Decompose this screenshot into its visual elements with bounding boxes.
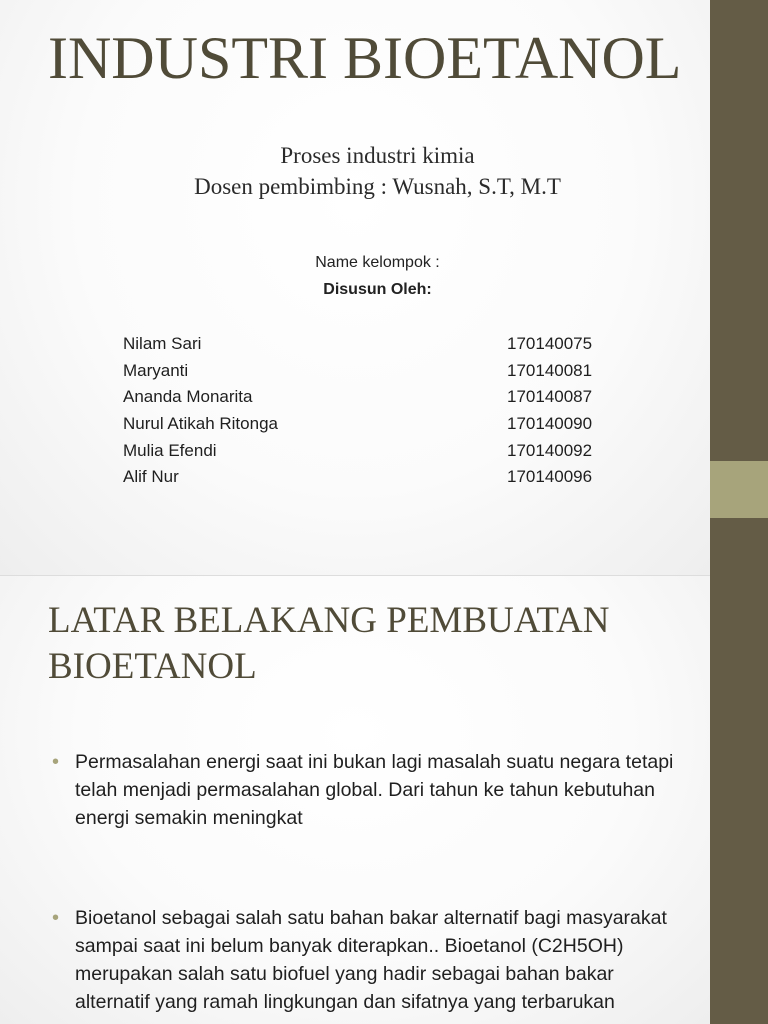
member-nim: 170140081: [507, 360, 593, 380]
member-row: [123, 331, 643, 358]
member-name: Ananda Monarita: [123, 387, 253, 407]
sidebar-accent-block: [710, 461, 768, 518]
member-name: Nilam Sari: [123, 334, 202, 353]
bullet-text: Bioetanol sebagai salah satu bahan bakar alternatif bagi masyarakat sampai saat ini belum banyak diterapkan.. Bioetanol (C2H5OH) merupakan salah satu biofuel yang hadir sebagai bahan bakar alternatif yang ramah lingkungan dan sifatnya yang terbarukan: [75, 907, 667, 1013]
bullet-list: [52, 748, 692, 1016]
bullet-dot-icon: •: [52, 751, 60, 773]
member-name: Nurul Atikah Ritonga: [123, 414, 278, 434]
subtitle-lecturer: Dosen pembimbing : Wusnah, S.T, M.T: [194, 174, 561, 199]
member-row: [123, 438, 643, 465]
member-name: Alif Nur: [123, 467, 179, 487]
section-title: LATAR BELAKANG PEMBUATAN BIOETANOL: [48, 600, 610, 687]
subtitle-course: Proses industri kimia: [280, 143, 475, 168]
member-nim: 170140092: [507, 440, 593, 460]
bullet-item: [52, 748, 692, 832]
composed-by-label: Disusun Oleh:: [323, 281, 432, 298]
member-row: [123, 358, 643, 385]
member-row: [123, 411, 643, 438]
member-list: [123, 331, 643, 491]
bullet-dot-icon: •: [52, 907, 60, 929]
member-nim: 170140096: [507, 467, 593, 487]
member-row: [123, 384, 643, 411]
member-nim: 170140087: [507, 387, 593, 407]
slide-title: INDUSTRI BIOETANOL: [48, 25, 682, 91]
bullet-text: Permasalahan energi saat ini bukan lagi masalah suatu negara tetapi telah menjadi permasalahan global. Dari tahun ke tahun kebutuhan energi semakin meningkat: [75, 751, 674, 829]
group-label: Name kelompok :: [315, 254, 440, 271]
member-nim: 170140075: [507, 334, 593, 353]
member-name: Maryanti: [123, 360, 189, 380]
member-name: Mulia Efendi: [123, 440, 217, 460]
bullet-item: [52, 904, 692, 1016]
member-nim: 170140090: [507, 414, 593, 434]
slide-subtitle: [0, 140, 710, 202]
member-row: [123, 464, 643, 491]
